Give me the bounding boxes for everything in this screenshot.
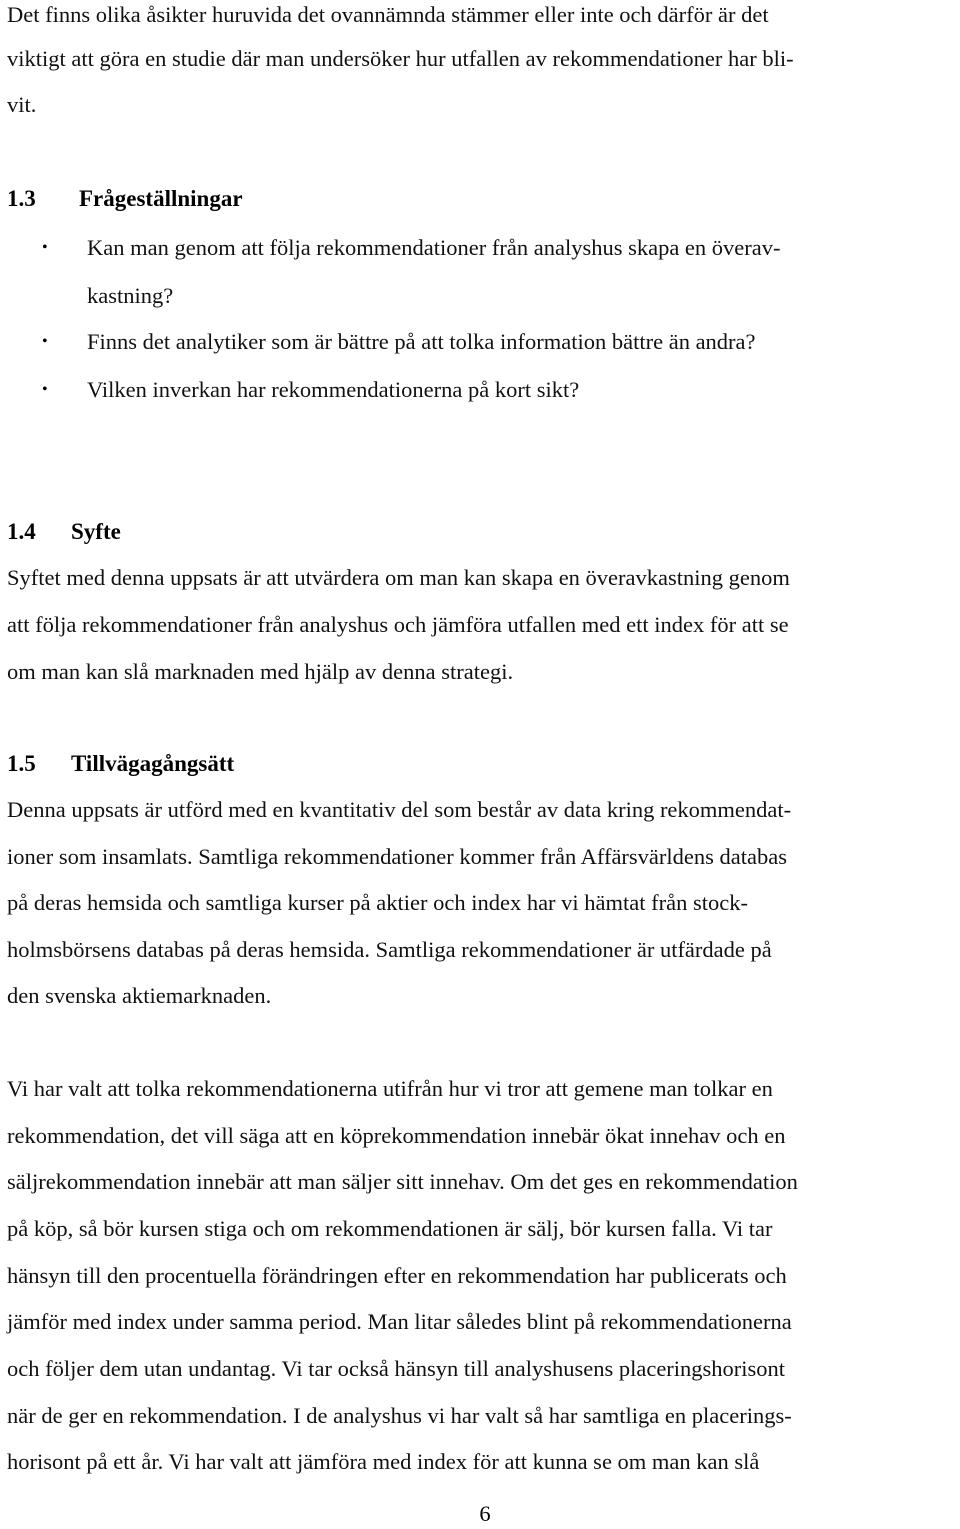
- section-number: 1.3: [7, 186, 36, 211]
- intro-line: Det finns olika åsikter huruvida det ovannämnda stämmer eller inte och därför är det: [7, 2, 769, 27]
- bullet-item-line: Vilken inverkan har rekommendationerna på kort sikt?: [87, 377, 580, 402]
- page-number: 6: [479, 1501, 491, 1526]
- body-line: Syftet med denna uppsats är att utvärdera om man kan skapa en överavkastning genom: [7, 565, 790, 590]
- body-line: på deras hemsida och samtliga kurser på aktier och index har vi hämtat från stock-: [7, 890, 748, 915]
- body-line: om man kan slå marknaden med hjälp av denna strategi.: [7, 659, 514, 684]
- body-line: Vi har valt att tolka rekommendationerna utifrån hur vi tror att gemene man tolkar en: [7, 1076, 773, 1101]
- body-line: horisont på ett år. Vi har valt att jämföra med index för att kunna se om man kan slå: [7, 1449, 760, 1474]
- section-title: Syfte: [71, 519, 121, 544]
- body-line: holmsbörsens databas på deras hemsida. Samtliga rekommendationer är utfärdade på: [7, 937, 772, 962]
- bullet-icon: •: [42, 333, 48, 350]
- bullet-item-line: Kan man genom att följa rekommendationer från analyshus skapa en överav-: [87, 235, 781, 260]
- intro-line: viktigt att göra en studie där man undersöker hur utfallen av rekommendationer har bli-: [7, 46, 794, 71]
- section-number: 1.4: [7, 519, 36, 544]
- body-line: Denna uppsats är utförd med en kvantitativ del som består av data kring rekommendat-: [7, 797, 792, 822]
- body-line: hänsyn till den procentuella förändringen efter en rekommendation har publicerats och: [7, 1263, 787, 1288]
- section-title: Tillvägagångsätt: [71, 751, 235, 776]
- intro-line: vit.: [7, 92, 37, 117]
- body-line: rekommendation, det vill säga att en köprekommendation innebär ökat innehav och en: [7, 1123, 786, 1148]
- body-line: den svenska aktiemarknaden.: [7, 983, 272, 1008]
- body-line: och följer dem utan undantag. Vi tar också hänsyn till analyshusens placeringshorisont: [7, 1356, 786, 1381]
- bullet-icon: •: [42, 381, 48, 398]
- body-line: när de ger en rekommendation. I de analyshus vi har valt så har samtliga en placerings-: [7, 1403, 792, 1428]
- section-heading-1-3: [7, 184, 243, 214]
- body-line: säljrekommendation innebär att man säljer sitt innehav. Om det ges en rekommendation: [7, 1169, 798, 1194]
- bullet-item-line: Finns det analytiker som är bättre på att tolka information bättre än andra?: [87, 329, 756, 354]
- section-heading-1-4: [7, 517, 121, 547]
- body-line: jämför med index under samma period. Man litar således blint på rekommendationerna: [7, 1309, 792, 1334]
- body-line: att följa rekommendationer från analyshus och jämföra utfallen med ett index för att se: [7, 612, 789, 637]
- section-heading-1-5: [7, 749, 235, 779]
- section-title: Frågeställningar: [79, 186, 243, 211]
- bullet-icon: •: [42, 239, 48, 256]
- body-line: ioner som insamlats. Samtliga rekommendationer kommer från Affärsvärldens databas: [7, 844, 787, 869]
- body-line: på köp, så bör kursen stiga och om rekommendationen är sälj, bör kursen falla. Vi tar: [7, 1216, 773, 1241]
- section-number: 1.5: [7, 751, 36, 776]
- bullet-item-line: kastning?: [87, 283, 174, 308]
